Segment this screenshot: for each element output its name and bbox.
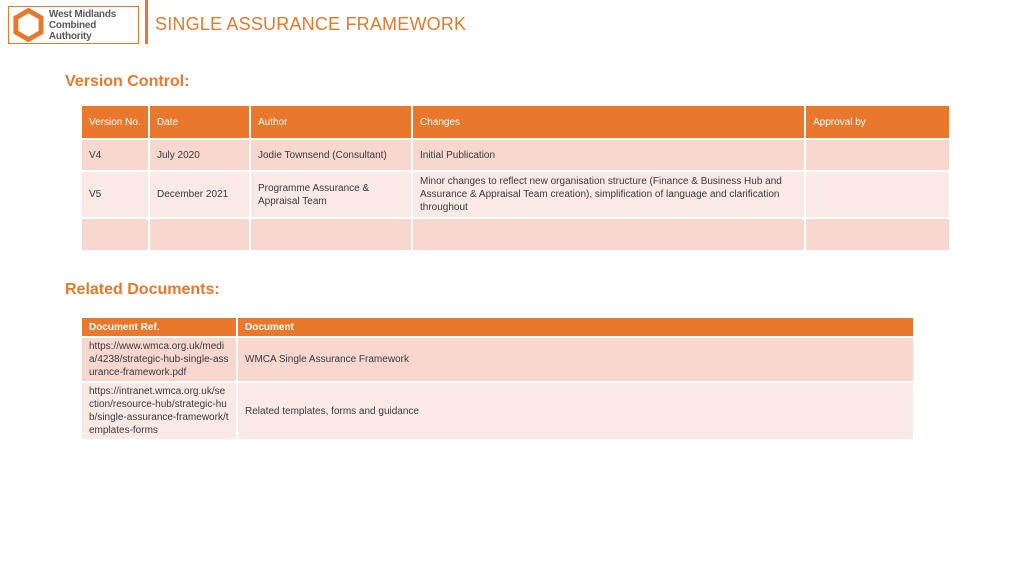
col-version: Version No. — [82, 106, 148, 138]
table-row — [82, 219, 949, 250]
cell-version: V4 — [82, 140, 148, 170]
col-date: Date — [150, 106, 249, 138]
col-approval: Approval by — [806, 106, 949, 138]
document-title: Related templates, forms and guidance — [238, 383, 913, 439]
col-document: Document — [238, 318, 913, 336]
cell-changes: Initial Publication — [413, 140, 804, 170]
cell-date: July 2020 — [150, 140, 249, 170]
version-control-heading: Version Control: — [65, 73, 190, 90]
cell-approval — [806, 172, 949, 217]
logo-line-2: Combined Authority — [48, 19, 97, 42]
cell-changes: Minor changes to reflect new organisation structure (Finance & Business Hub and Assurance & Appraisal Team creation), simplification of language and clarification throughout — [413, 172, 804, 217]
document-ref-link[interactable]: https://www.wmca.org.uk/media/4238/strategic-hub-single-assurance-framework.pdf — [82, 338, 236, 381]
cell-date — [150, 219, 249, 250]
table-row — [82, 338, 913, 381]
table-row — [82, 172, 949, 217]
cell-approval — [806, 219, 949, 250]
cell-author: Jodie Townsend (Consultant) — [251, 140, 411, 170]
cell-approval — [806, 140, 949, 170]
cell-version: V5 — [82, 172, 148, 217]
document-ref-link[interactable]: https://intranet.wmca.org.uk/section/resource-hub/strategic-hub/single-assurance-framework/templates-forms — [82, 383, 236, 439]
header-divider — [145, 0, 148, 44]
related-documents-table — [80, 316, 915, 441]
document-title: WMCA Single Assurance Framework — [238, 338, 913, 381]
page-title: SINGLE ASSURANCE FRAMEWORK — [155, 14, 467, 34]
logo-text — [49, 9, 138, 42]
table-header-row — [82, 106, 949, 138]
related-documents-heading: Related Documents: — [65, 281, 220, 298]
version-control-table — [80, 104, 951, 252]
col-changes: Changes — [413, 106, 804, 138]
wmca-hexagon-icon — [12, 8, 45, 42]
logo-line-1: West Midlands — [48, 8, 117, 20]
col-author: Author — [251, 106, 411, 138]
col-document-ref: Document Ref. — [82, 318, 236, 336]
cell-version — [82, 219, 148, 250]
cell-author: Programme Assurance & Appraisal Team — [251, 172, 411, 217]
table-row — [82, 140, 949, 170]
table-header-row — [82, 318, 913, 336]
wmca-logo — [8, 6, 139, 44]
cell-date: December 2021 — [150, 172, 249, 217]
cell-author — [251, 219, 411, 250]
cell-changes — [413, 219, 804, 250]
table-row — [82, 383, 913, 439]
